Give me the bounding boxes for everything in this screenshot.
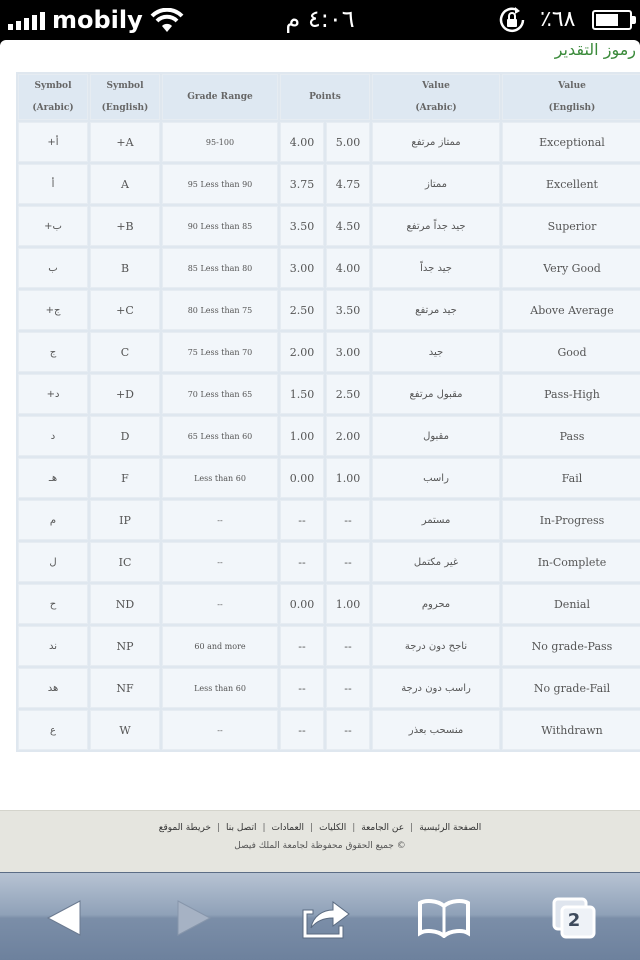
footer-links: [0, 823, 640, 833]
cell-value-arabic: ممتاز: [372, 164, 500, 204]
cell-symbol-english: +D: [90, 374, 160, 414]
header-value-english: Value (English): [502, 74, 640, 120]
cell-points-5: --: [326, 668, 370, 708]
grade-table: [16, 72, 640, 752]
bookmarks-icon: [417, 898, 471, 938]
table-row: [18, 584, 640, 624]
cell-symbol-english: IP: [90, 500, 160, 540]
cell-value-english: No grade-Pass: [502, 626, 640, 666]
table-row: [18, 206, 640, 246]
cell-grade-range: 60 and more: [162, 626, 278, 666]
cell-points-5: --: [326, 500, 370, 540]
forward-icon: [174, 897, 214, 939]
bookmarks-button[interactable]: [414, 891, 474, 945]
signal-bars-icon: [8, 12, 45, 30]
web-page: [0, 40, 640, 872]
cell-points-5: 5.00: [326, 122, 370, 162]
footer-separator: |: [216, 823, 221, 833]
cell-symbol-english: +C: [90, 290, 160, 330]
cell-points-4: --: [280, 626, 324, 666]
header-grade-range: Grade Range: [162, 74, 278, 120]
footer-link[interactable]: الكليات: [319, 823, 347, 833]
cell-points-4: 2.50: [280, 290, 324, 330]
table-row: [18, 164, 640, 204]
table-row: [18, 248, 640, 288]
cell-symbol-arabic: أ+: [18, 122, 88, 162]
back-icon: [44, 897, 84, 939]
cell-points-4: 0.00: [280, 458, 324, 498]
footer-link[interactable]: العمادات: [271, 823, 305, 833]
cell-grade-range: Less than 60: [162, 668, 278, 708]
cell-points-4: 3.75: [280, 164, 324, 204]
cell-grade-range: 75 Less than 70: [162, 332, 278, 372]
site-footer: [0, 810, 640, 872]
cell-symbol-english: C: [90, 332, 160, 372]
table-row: [18, 416, 640, 456]
cell-points-5: --: [326, 542, 370, 582]
header-value-arabic: Value (Arabic): [372, 74, 500, 120]
cell-symbol-arabic: ح: [18, 584, 88, 624]
wifi-icon: [150, 8, 184, 34]
table-row: [18, 500, 640, 540]
cell-value-english: Exceptional: [502, 122, 640, 162]
header-symbol-arabic: Symbol (Arabic): [18, 74, 88, 120]
cell-symbol-arabic: د+: [18, 374, 88, 414]
cell-value-arabic: جيد جداً: [372, 248, 500, 288]
cell-symbol-arabic: أ: [18, 164, 88, 204]
cell-symbol-arabic: م: [18, 500, 88, 540]
cell-symbol-english: A: [90, 164, 160, 204]
cell-symbol-english: W: [90, 710, 160, 750]
cell-value-arabic: جيد: [372, 332, 500, 372]
battery-percent: ٦٨٪: [540, 7, 576, 32]
cell-symbol-arabic: ج+: [18, 290, 88, 330]
cell-symbol-english: +A: [90, 122, 160, 162]
cell-symbol-arabic: ج: [18, 332, 88, 372]
table-header-row: [18, 74, 640, 120]
cell-value-english: Withdrawn: [502, 710, 640, 750]
table-row: [18, 542, 640, 582]
table-row: [18, 374, 640, 414]
cell-points-5: 4.75: [326, 164, 370, 204]
cell-points-4: 3.50: [280, 206, 324, 246]
cell-points-4: 3.00: [280, 248, 324, 288]
cell-grade-range: 70 Less than 65: [162, 374, 278, 414]
cell-value-english: In-Complete: [502, 542, 640, 582]
cell-grade-range: --: [162, 710, 278, 750]
cell-points-5: 4.00: [326, 248, 370, 288]
cell-points-5: 1.00: [326, 584, 370, 624]
cell-value-arabic: ناجح دون درجة: [372, 626, 500, 666]
cell-value-english: Good: [502, 332, 640, 372]
cell-symbol-english: ND: [90, 584, 160, 624]
cell-value-english: Excellent: [502, 164, 640, 204]
cell-points-4: --: [280, 542, 324, 582]
table-row: [18, 290, 640, 330]
cell-grade-range: 80 Less than 75: [162, 290, 278, 330]
cell-grade-range: 95 Less than 90: [162, 164, 278, 204]
cell-symbol-arabic: ند: [18, 626, 88, 666]
carrier-name: mobily: [52, 6, 143, 34]
cell-symbol-arabic: ب: [18, 248, 88, 288]
cell-symbol-english: +B: [90, 206, 160, 246]
cell-symbol-arabic: ب+: [18, 206, 88, 246]
header-points: Points: [280, 74, 370, 120]
cell-symbol-arabic: ل: [18, 542, 88, 582]
cell-symbol-english: F: [90, 458, 160, 498]
cell-symbol-arabic: هد: [18, 668, 88, 708]
cell-value-arabic: راسب دون درجة: [372, 668, 500, 708]
cell-value-arabic: راسب: [372, 458, 500, 498]
cell-points-4: 2.00: [280, 332, 324, 372]
cell-symbol-arabic: د: [18, 416, 88, 456]
cell-points-4: --: [280, 500, 324, 540]
footer-separator: |: [352, 823, 356, 833]
footer-link[interactable]: عن الجامعة: [361, 823, 405, 833]
footer-separator: |: [310, 823, 314, 833]
footer-separator: |: [410, 823, 414, 833]
share-icon: [297, 896, 351, 940]
cell-value-english: No grade-Fail: [502, 668, 640, 708]
cell-value-english: Very Good: [502, 248, 640, 288]
footer-link[interactable]: خريطة الموقع: [158, 823, 211, 833]
cell-grade-range: --: [162, 500, 278, 540]
back-button[interactable]: [34, 891, 94, 945]
forward-button[interactable]: [164, 891, 224, 945]
cell-points-4: 1.00: [280, 416, 324, 456]
rotation-lock-icon: [497, 6, 527, 34]
cell-grade-range: --: [162, 542, 278, 582]
table-row: [18, 332, 640, 372]
cell-value-arabic: جيد مرتفع: [372, 290, 500, 330]
copyright-text: © جميع الحقوق محفوظة لجامعة الملك فيصل: [234, 841, 406, 851]
cell-value-arabic: جيد جداً مرتفع: [372, 206, 500, 246]
cell-points-5: 3.50: [326, 290, 370, 330]
cell-grade-range: --: [162, 584, 278, 624]
cell-grade-range: 90 Less than 85: [162, 206, 278, 246]
cell-points-4: 4.00: [280, 122, 324, 162]
cell-value-arabic: محروم: [372, 584, 500, 624]
status-bar: [0, 0, 640, 40]
cell-value-english: Above Average: [502, 290, 640, 330]
cell-value-arabic: غير مكتمل: [372, 542, 500, 582]
cell-value-english: Fail: [502, 458, 640, 498]
cell-value-arabic: مستمر: [372, 500, 500, 540]
cell-points-5: --: [326, 626, 370, 666]
cell-value-english: Pass: [502, 416, 640, 456]
cell-value-arabic: منسحب بعذر: [372, 710, 500, 750]
cell-symbol-english: IC: [90, 542, 160, 582]
cell-points-4: --: [280, 710, 324, 750]
cell-grade-range: 65 Less than 60: [162, 416, 278, 456]
table-row: [18, 122, 640, 162]
cell-points-5: 2.00: [326, 416, 370, 456]
table-row: [18, 668, 640, 708]
cell-value-english: Denial: [502, 584, 640, 624]
tabs-count: 2: [567, 910, 581, 931]
cell-points-5: 3.00: [326, 332, 370, 372]
browser-toolbar: [0, 872, 640, 960]
cell-points-5: 4.50: [326, 206, 370, 246]
cell-points-5: 1.00: [326, 458, 370, 498]
cell-points-5: --: [326, 710, 370, 750]
table-row: [18, 458, 640, 498]
cell-symbol-arabic: هـ: [18, 458, 88, 498]
cell-value-english: Superior: [502, 206, 640, 246]
cell-points-4: 0.00: [280, 584, 324, 624]
table-row: [18, 626, 640, 666]
cell-grade-range: Less than 60: [162, 458, 278, 498]
header-symbol-english: Symbol (English): [90, 74, 160, 120]
cell-symbol-english: B: [90, 248, 160, 288]
footer-link[interactable]: اتصل بنا: [226, 823, 257, 833]
cell-symbol-english: D: [90, 416, 160, 456]
cell-points-5: 2.50: [326, 374, 370, 414]
share-button[interactable]: [294, 891, 354, 945]
cell-grade-range: 95-100: [162, 122, 278, 162]
cell-value-english: Pass-High: [502, 374, 640, 414]
cell-value-english: In-Progress: [502, 500, 640, 540]
page-title: رموز التقدير: [554, 40, 636, 59]
footer-link[interactable]: الصفحة الرئيسية: [419, 823, 482, 833]
grade-rows: [18, 122, 640, 750]
cell-points-4: --: [280, 668, 324, 708]
cell-value-arabic: مقبول: [372, 416, 500, 456]
status-time: ٤:٠٦ م: [285, 5, 355, 33]
cell-value-arabic: ممتاز مرتفع: [372, 122, 500, 162]
battery-icon: [592, 10, 632, 30]
cell-value-arabic: مقبول مرتفع: [372, 374, 500, 414]
table-row: [18, 710, 640, 750]
cell-points-4: 1.50: [280, 374, 324, 414]
cell-symbol-english: NF: [90, 668, 160, 708]
cell-grade-range: 85 Less than 80: [162, 248, 278, 288]
battery-fill: [596, 14, 618, 26]
footer-separator: |: [262, 823, 266, 833]
cell-symbol-english: NP: [90, 626, 160, 666]
cell-symbol-arabic: ع: [18, 710, 88, 750]
